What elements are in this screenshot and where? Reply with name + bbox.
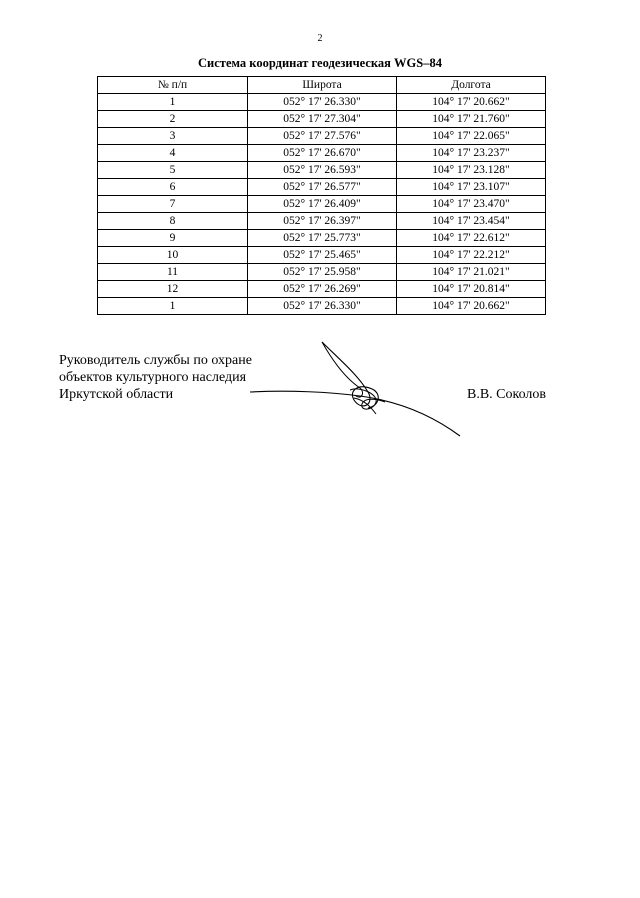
table-row <box>98 162 546 179</box>
table-row <box>98 145 546 162</box>
handwritten-signature <box>250 340 465 440</box>
cell-longitude: 104° 17' 23.237" <box>397 145 546 162</box>
table-row <box>98 111 546 128</box>
cell-number: 4 <box>98 145 248 162</box>
cell-latitude: 052° 17' 27.304" <box>248 111 397 128</box>
cell-number: 12 <box>98 281 248 298</box>
cell-number: 6 <box>98 179 248 196</box>
table-header-row <box>98 77 546 94</box>
table-row <box>98 213 546 230</box>
cell-number: 10 <box>98 247 248 264</box>
page-number: 2 <box>317 33 323 44</box>
cell-latitude: 052° 17' 26.577" <box>248 179 397 196</box>
cell-latitude: 052° 17' 26.330" <box>248 298 397 315</box>
table-row <box>98 128 546 145</box>
cell-longitude: 104° 17' 21.760" <box>397 111 546 128</box>
signer-position-line: Руководитель службы по охране <box>59 353 252 368</box>
table-row <box>98 230 546 247</box>
cell-longitude: 104° 17' 20.814" <box>397 281 546 298</box>
cell-longitude: 104° 17' 23.128" <box>397 162 546 179</box>
cell-longitude: 104° 17' 22.065" <box>397 128 546 145</box>
header-number: № п/п <box>98 77 248 94</box>
cell-longitude: 104° 17' 21.021" <box>397 264 546 281</box>
cell-latitude: 052° 17' 26.593" <box>248 162 397 179</box>
table-row <box>98 298 546 315</box>
signer-position-line: объектов культурного наследия <box>59 370 247 385</box>
table-body <box>98 94 546 315</box>
cell-latitude: 052° 17' 27.576" <box>248 128 397 145</box>
coordinates-table <box>97 76 546 315</box>
table-row <box>98 179 546 196</box>
cell-latitude: 052° 17' 26.397" <box>248 213 397 230</box>
cell-number: 3 <box>98 128 248 145</box>
cell-number: 11 <box>98 264 248 281</box>
cell-latitude: 052° 17' 26.670" <box>248 145 397 162</box>
header-latitude: Широта <box>248 77 397 94</box>
cell-latitude: 052° 17' 25.465" <box>248 247 397 264</box>
cell-number: 5 <box>98 162 248 179</box>
table-row <box>98 247 546 264</box>
cell-number: 8 <box>98 213 248 230</box>
cell-longitude: 104° 17' 23.470" <box>397 196 546 213</box>
cell-latitude: 052° 17' 26.269" <box>248 281 397 298</box>
table-row <box>98 264 546 281</box>
signer-position-line: Иркутской области <box>59 387 174 402</box>
cell-latitude: 052° 17' 26.330" <box>248 94 397 111</box>
cell-latitude: 052° 17' 25.773" <box>248 230 397 247</box>
cell-number: 9 <box>98 230 248 247</box>
signer-position <box>59 352 252 403</box>
cell-longitude: 104° 17' 23.454" <box>397 213 546 230</box>
cell-longitude: 104° 17' 23.107" <box>397 179 546 196</box>
table-title: Система координат геодезическая WGS–84 <box>198 56 442 70</box>
cell-number: 1 <box>98 94 248 111</box>
cell-longitude: 104° 17' 20.662" <box>397 94 546 111</box>
table-row <box>98 281 546 298</box>
cell-longitude: 104° 17' 20.662" <box>397 298 546 315</box>
cell-latitude: 052° 17' 25.958" <box>248 264 397 281</box>
cell-number: 7 <box>98 196 248 213</box>
table-row <box>98 196 546 213</box>
cell-longitude: 104° 17' 22.212" <box>397 247 546 264</box>
header-longitude: Долгота <box>397 77 546 94</box>
cell-longitude: 104° 17' 22.612" <box>397 230 546 247</box>
cell-number: 2 <box>98 111 248 128</box>
cell-latitude: 052° 17' 26.409" <box>248 196 397 213</box>
signer-name: В.В. Соколов <box>467 387 547 402</box>
cell-number: 1 <box>98 298 248 315</box>
table-row <box>98 94 546 111</box>
